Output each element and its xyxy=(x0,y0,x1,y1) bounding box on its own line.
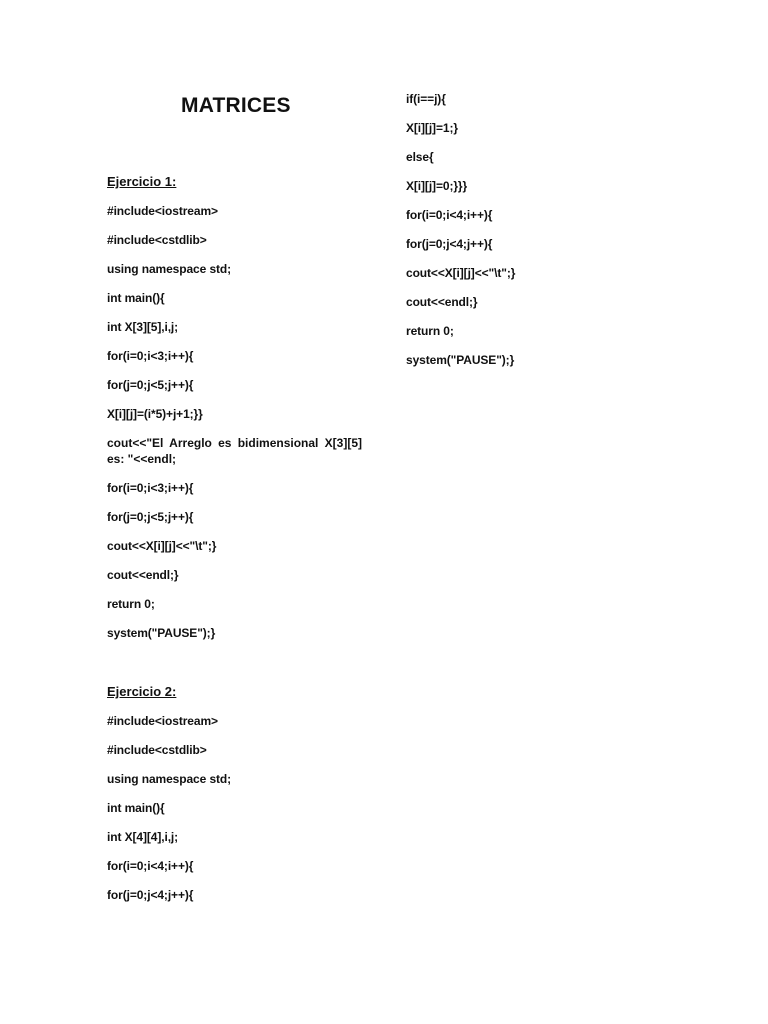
code-line: for(j=0;j<4;j++){ xyxy=(406,237,493,251)
code-line: cout<<X[i][j]<<"\t";} xyxy=(406,266,516,280)
exercise-1-heading: Ejercicio 1: xyxy=(107,174,177,189)
exercise-2-code xyxy=(107,713,362,903)
left-column xyxy=(107,174,362,916)
page-title: MATRICES xyxy=(181,94,291,117)
code-line: using namespace std; xyxy=(107,262,232,276)
code-line: int main(){ xyxy=(107,801,165,815)
exercise-1-code-b xyxy=(107,480,362,641)
code-line: for(i=0;i<3;i++){ xyxy=(107,349,194,363)
code-line: return 0; xyxy=(107,597,155,611)
code-line: return 0; xyxy=(406,324,454,338)
code-line: X[i][j]=0;}}} xyxy=(406,179,468,193)
code-line: X[i][j]=1;} xyxy=(406,121,458,135)
code-line: for(j=0;j<5;j++){ xyxy=(107,510,194,524)
code-line: #include<iostream> xyxy=(107,204,218,218)
code-line: for(i=0;i<4;i++){ xyxy=(406,208,493,222)
code-line: int X[3][5],i,j; xyxy=(107,320,179,334)
code-line: int main(){ xyxy=(107,291,165,305)
code-line: X[i][j]=(i*5)+j+1;}} xyxy=(107,407,203,421)
code-line: if(i==j){ xyxy=(406,92,446,106)
code-line: using namespace std; xyxy=(107,772,232,786)
exercise-2-heading: Ejercicio 2: xyxy=(107,684,177,699)
code-line: system("PAUSE");} xyxy=(107,626,216,640)
code-line: for(j=0;j<5;j++){ xyxy=(107,378,194,392)
code-line: for(i=0;i<4;i++){ xyxy=(107,859,194,873)
code-line: #include<cstdlib> xyxy=(107,743,207,757)
code-line: else{ xyxy=(406,150,434,164)
exercise-2-code-continued xyxy=(406,91,606,368)
code-line: cout<<X[i][j]<<"\t";} xyxy=(107,539,217,553)
code-line: cout<<endl;} xyxy=(107,568,179,582)
code-line: int X[4][4],i,j; xyxy=(107,830,179,844)
section-gap xyxy=(107,654,362,684)
right-column xyxy=(406,91,606,381)
code-line: #include<iostream> xyxy=(107,714,218,728)
code-line: for(i=0;i<3;i++){ xyxy=(107,481,194,495)
code-line: for(j=0;j<4;j++){ xyxy=(107,888,194,902)
code-line: cout<<"El Arreglo es bidimensional X[3][5] es: "<<endl; xyxy=(107,436,362,466)
exercise-1-code-a xyxy=(107,203,362,422)
code-line: cout<<endl;} xyxy=(406,295,478,309)
code-line: #include<cstdlib> xyxy=(107,233,207,247)
code-line: system("PAUSE");} xyxy=(406,353,515,367)
